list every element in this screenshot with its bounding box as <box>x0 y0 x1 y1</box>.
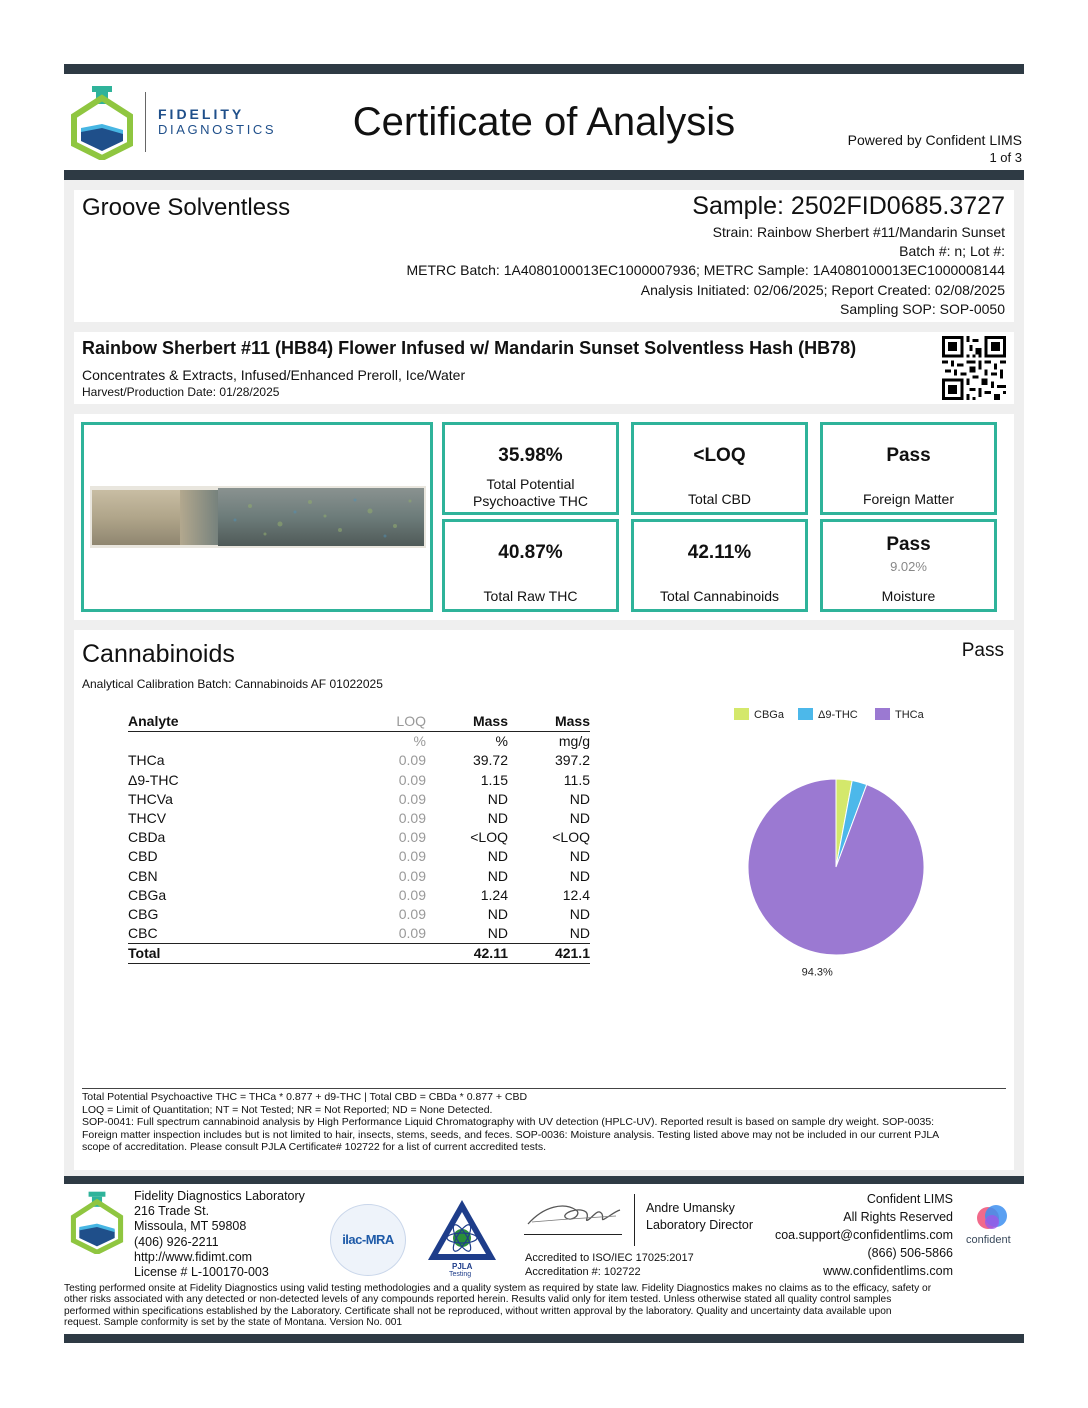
lab-website-link[interactable]: http://www.fidimt.com <box>134 1249 253 1264</box>
lab-street: 216 Trade St. <box>134 1204 210 1219</box>
table-row <box>128 847 590 866</box>
total-cannabinoids-label: Total Cannabinoids <box>659 588 780 604</box>
analyte-cell: CBD <box>128 848 158 865</box>
summary-panel <box>74 414 1014 620</box>
disclaimer-2: other risks associated with any detected or non-detected levels of any compounds reported herein. Results valid only for item tested. Unless otherwise stated all quality control samples <box>64 1294 892 1306</box>
footer-top-bar <box>64 1176 1024 1184</box>
logo-text-diagnostics: DIAGNOSTICS <box>158 122 277 137</box>
cannabinoids-table <box>128 712 590 964</box>
note-method-2: Foreign matter inspection includes but is not limited to hair, insects, stems, seeds, and feces. SOP-0036: Moisture analysis. Testing listed above may not be included in our current PJLA <box>82 1128 940 1141</box>
calibration-batch: Analytical Calibration Batch: Cannabinoids AF 01022025 <box>82 677 383 691</box>
total-loq-cell <box>298 944 426 964</box>
moisture-percent: 9.02% <box>890 559 927 574</box>
moisture-value: Pass <box>886 534 931 555</box>
mass-mg-cell: ND <box>569 848 590 865</box>
total-cbd-value: <LOQ <box>693 445 746 466</box>
confident-logo-icon <box>974 1202 1010 1234</box>
foreign-matter-tile <box>820 422 997 515</box>
signature-divider <box>634 1194 635 1246</box>
total-row <box>128 944 590 964</box>
director-name: Andre Umansky <box>646 1201 735 1215</box>
header-loq: LOQ <box>298 712 426 732</box>
metrc-info: METRC Batch: 1A4080100013EC1000007936; METRC Sample: 1A4080100013EC1000008144 <box>406 262 1005 278</box>
legend-label: Δ9-THC <box>818 709 858 721</box>
table-row <box>128 867 590 886</box>
legend-item-2 <box>875 708 925 721</box>
analyte-cell: Δ9-THC <box>128 771 179 788</box>
legend-label: CBGa <box>754 709 784 721</box>
legend-swatch <box>798 708 813 720</box>
foreign-matter-value: Pass <box>886 445 931 466</box>
ilac-mra-badge-icon <box>330 1204 406 1276</box>
table-row <box>128 809 590 828</box>
legend-swatch <box>875 708 890 720</box>
raw-thc-tile <box>442 519 619 612</box>
legend-item-1 <box>798 708 858 721</box>
table-row <box>128 924 590 944</box>
loq-cell: 0.09 <box>398 848 426 865</box>
total-thc-label-1: Total Potential <box>486 476 575 492</box>
loq-cell: 0.09 <box>398 886 426 903</box>
table-row <box>128 905 590 924</box>
total-cannabinoids-tile <box>631 519 808 612</box>
mass-mg-cell: ND <box>569 867 590 884</box>
analyte-cell: CBC <box>128 925 158 942</box>
table-row <box>128 790 590 809</box>
product-category: Concentrates & Extracts, Infused/Enhanced Preroll, Ice/Water <box>82 367 466 383</box>
total-mass-mg-cell: 421.1 <box>508 944 590 964</box>
mass-pct-cell: ND <box>487 810 508 827</box>
mass-mg-cell: 12.4 <box>562 886 590 903</box>
table-row <box>128 771 590 790</box>
mass-pct-cell: ND <box>487 905 508 922</box>
loq-cell: 0.09 <box>398 752 426 769</box>
pie-slice-thca <box>748 779 924 955</box>
total-label-cell: Total <box>128 944 298 964</box>
bottom-bar <box>64 1334 1024 1343</box>
mass-pct-cell: 39.72 <box>472 752 508 769</box>
cannabinoids-title: Cannabinoids <box>82 640 235 668</box>
disclaimer-block <box>64 1283 1024 1329</box>
page-title: Certificate of Analysis <box>352 100 736 144</box>
header-mass-pct: Mass <box>426 712 508 732</box>
table-row <box>128 751 590 770</box>
confident-website-link[interactable]: www.confidentlims.com <box>823 1264 953 1278</box>
client-name: Groove Solventless <box>82 194 291 221</box>
legend-item-0 <box>734 708 785 721</box>
loq-cell: 0.09 <box>398 771 426 788</box>
loq-cell: 0.09 <box>398 905 426 922</box>
loq-cell: 0.09 <box>398 925 426 942</box>
confident-logo-text: confident <box>966 1234 1011 1246</box>
total-thc-value: 35.98% <box>498 445 563 466</box>
footer-flask-logo-icon <box>70 1190 124 1254</box>
analysis-dates: Analysis Initiated: 02/06/2025; Report Created: 02/08/2025 <box>640 282 1005 298</box>
total-thc-tile <box>442 422 619 515</box>
raw-thc-value: 40.87% <box>498 542 563 563</box>
mass-mg-cell: <LOQ <box>552 829 590 846</box>
mass-pct-cell: ND <box>487 867 508 884</box>
note-method-3: scope of accreditation. Please consult PJLA Certificate# 102722 for a list of current accredited tests. <box>82 1141 546 1154</box>
header-bottom-bar <box>64 170 1024 180</box>
lab-name: Fidelity Diagnostics Laboratory <box>134 1189 305 1203</box>
mass-mg-cell: 397.2 <box>554 752 590 769</box>
confident-contact-block <box>775 1190 953 1280</box>
product-name: Rainbow Sherbert #11 (HB84) Flower Infused w/ Mandarin Sunset Solventless Hash (HB78) <box>82 338 857 358</box>
mass-pct-cell: ND <box>487 848 508 865</box>
batch-lot: Batch #: n; Lot #: <box>899 243 1005 259</box>
disclaimer-3: performed within specifications established by the Laboratory. Certificate shall not be reproduced, without written approval by the laboratory. Quality and uncertainty data available upon <box>64 1305 892 1317</box>
strain: Strain: Rainbow Sherbert #11/Mandarin Sunset <box>712 224 1005 240</box>
total-cannabinoids-value: 42.11% <box>687 542 752 563</box>
sampling-sop: Sampling SOP: SOP-0050 <box>840 301 1005 317</box>
harvest-date: Harvest/Production Date: 01/28/2025 <box>82 385 280 399</box>
analyte-cell: THCVa <box>128 790 173 807</box>
raw-thc-label: Total Raw THC <box>483 588 578 604</box>
mass-pct-cell: ND <box>487 925 508 942</box>
pjla-badge-icon <box>424 1198 500 1264</box>
mass-mg-cell: ND <box>569 790 590 807</box>
sample-panel <box>74 190 1014 322</box>
ilac-mra-text: ilac-MRA <box>342 1232 394 1247</box>
legend-swatch <box>734 708 749 720</box>
disclaimer-4: request. Sample conformity is set by the state of Montana. Version No. 001 <box>64 1317 403 1329</box>
preroll-image <box>90 486 426 548</box>
accreditation-number: Accreditation #: 102722 <box>525 1266 641 1278</box>
loq-cell: 0.09 <box>398 867 426 884</box>
flask-logo-icon <box>70 84 134 160</box>
disclaimer-1: Testing performed onsite at Fidelity Diagnostics using valid testing methodologies and a quality system as required by state law. Fidelity Diagnostics makes no claims as to the efficacy, safety or <box>64 1283 932 1294</box>
signature-line <box>524 1234 622 1235</box>
cannabinoid-pie-chart <box>700 700 990 990</box>
lab-phone: (406) 926-2211 <box>134 1234 219 1249</box>
foreign-matter-label: Foreign Matter <box>862 491 955 507</box>
page-number: 1 of 3 <box>989 150 1022 165</box>
unit-mass-mg: mg/g <box>558 733 590 750</box>
total-cbd-tile <box>631 422 808 515</box>
total-mass-pct-cell: 42.11 <box>426 944 508 964</box>
note-abbreviations: LOQ = Limit of Quantitation; NT = Not Tested; NR = Not Reported; ND = None Detected. <box>82 1103 493 1116</box>
loq-cell: 0.09 <box>398 829 426 846</box>
confident-phone: (866) 506-5866 <box>867 1246 953 1260</box>
lab-license: License # L-100170-003 <box>134 1265 269 1280</box>
analyte-cell: CBGa <box>128 886 167 903</box>
sample-id: Sample: 2502FID0685.3727 <box>692 192 1005 220</box>
director-title: Laboratory Director <box>646 1218 753 1232</box>
qr-code-icon[interactable] <box>942 336 1006 400</box>
moisture-tile <box>820 519 997 612</box>
mass-mg-cell: ND <box>569 925 590 942</box>
analyte-cell: CBDa <box>128 829 166 846</box>
mass-pct-cell: 1.24 <box>480 886 508 903</box>
analyte-cell: THCV <box>128 810 167 827</box>
confident-name: Confident LIMS <box>866 1192 953 1206</box>
lab-address-block <box>134 1189 305 1280</box>
pjla-subtext: Testing <box>449 1271 472 1278</box>
total-thc-label-2: Psychoactive THC <box>473 493 588 509</box>
note-method-1: SOP-0041: Full spectrum cannabinoid analysis by High Performance Liquid Chromatography with UV detection (HPLC-UV). Reported result is based on sample dry weight. SOP-0035: <box>82 1116 935 1129</box>
analyte-cell: CBG <box>128 905 159 922</box>
mass-mg-cell: ND <box>569 905 590 922</box>
confident-rights: All Rights Reserved <box>843 1210 953 1224</box>
mass-pct-cell: 1.15 <box>480 771 508 788</box>
table-row <box>128 886 590 905</box>
pjla-text: PJLA <box>452 1262 473 1271</box>
director-signature <box>524 1196 624 1234</box>
unit-mass-pct: % <box>495 733 508 750</box>
pie-slice-label: 94.3% <box>801 966 833 979</box>
mass-pct-cell: <LOQ <box>470 829 508 846</box>
logo-text-fidelity: FIDELITY <box>158 106 245 122</box>
mass-mg-cell: 11.5 <box>563 771 590 788</box>
moisture-label: Moisture <box>881 588 936 604</box>
analyte-cell: THCa <box>128 752 165 769</box>
cannabinoids-status: Pass <box>961 640 1004 661</box>
powered-by: Powered by Confident LIMS <box>847 132 1022 148</box>
legend-label: THCa <box>895 709 924 721</box>
confident-email-link[interactable]: coa.support@confidentlims.com <box>774 1228 953 1242</box>
logo-divider <box>145 92 146 152</box>
accreditation-standard: Accredited to ISO/IEC 17025:2017 <box>525 1252 694 1264</box>
notes-block <box>82 1091 1012 1154</box>
notes-divider <box>82 1088 1006 1089</box>
lab-city: Missoula, MT 59808 <box>134 1219 247 1234</box>
unit-loq: % <box>413 733 426 750</box>
loq-cell: 0.09 <box>398 810 426 827</box>
product-panel <box>74 332 1014 404</box>
loq-cell: 0.09 <box>398 790 426 807</box>
mass-pct-cell: ND <box>487 790 508 807</box>
mass-mg-cell: ND <box>569 810 590 827</box>
note-formula: Total Potential Psychoactive THC = THCa * 0.877 + d9-THC | Total CBD = CBDa * 0.877 + CBD <box>82 1091 528 1103</box>
analyte-cell: CBN <box>128 867 158 884</box>
table-row <box>128 828 590 847</box>
unit-analyte <box>128 732 298 752</box>
top-bar <box>64 64 1024 74</box>
units-row <box>128 732 590 752</box>
header-mass-mg: Mass <box>508 712 590 732</box>
total-cbd-label: Total CBD <box>687 491 752 507</box>
header-analyte: Analyte <box>128 712 298 732</box>
sample-photo-tile <box>81 422 433 612</box>
